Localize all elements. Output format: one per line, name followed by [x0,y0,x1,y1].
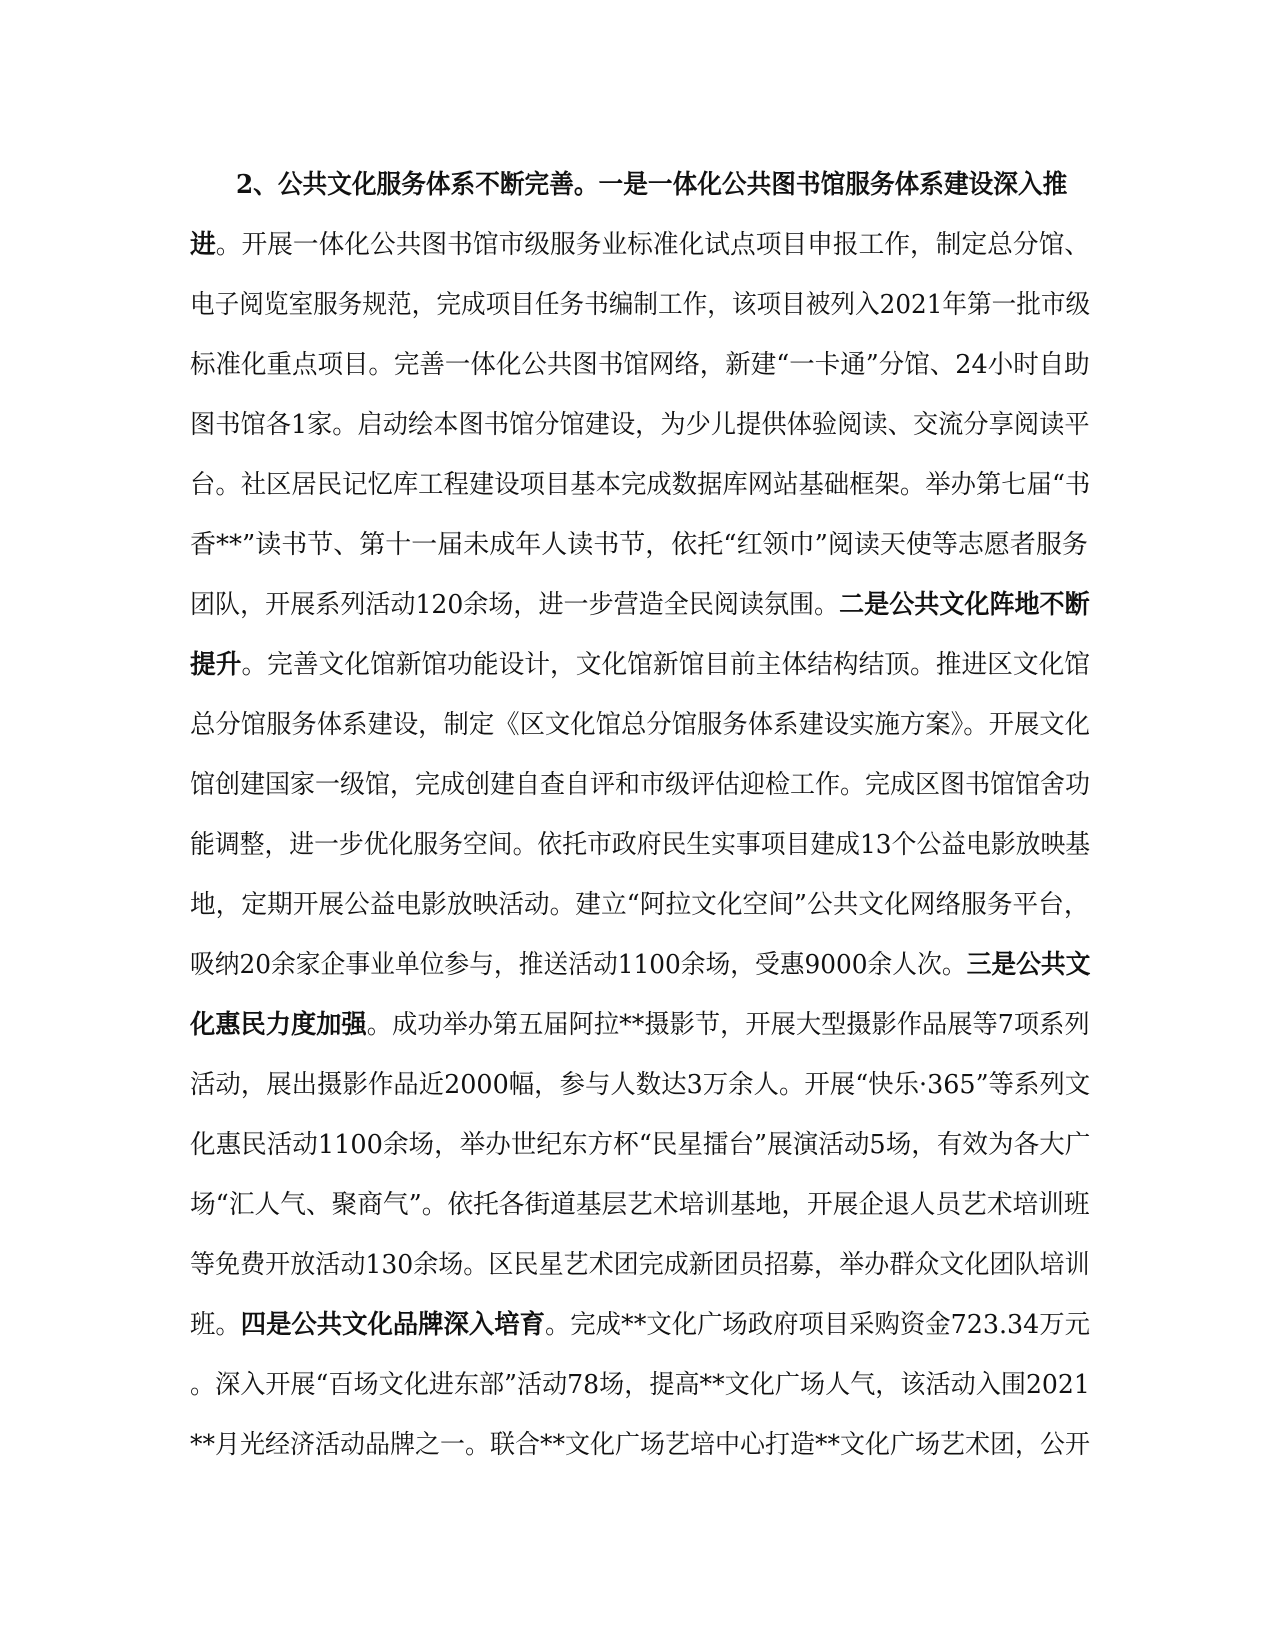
paragraph-line [190,407,1090,443]
body-text: 馆创建国家一级馆，完成创建自查自评和市级评估迎检工作。完成区图书馆馆舍功 [190,770,1091,800]
paragraph-line [236,167,1090,203]
body-text: 。完善文化馆新馆功能设计，文化馆新馆目前主体结构结顶。推进区文化馆 [241,650,1091,680]
paragraph-line [190,1247,1090,1283]
body-text: 化惠民活动1100余场，举办世纪东方杯“民星擂台”展演活动5场，有效为各大广 [190,1130,1091,1160]
paragraph-line [190,347,1090,383]
paragraph-line [190,467,1091,503]
paragraph-line [190,1187,1090,1223]
paragraph-line [190,587,1090,623]
paragraph-line [190,887,1090,923]
bold-heading: 四是公共文化品牌深入培育 [240,1310,545,1340]
paragraph-line [190,1307,1091,1343]
paragraph-line [190,647,1091,683]
body-text: 活动，展出摄影作品近2000幅，参与人数达3万余人。开展“快乐·365”等系列文 [190,1070,1091,1100]
paragraph-line [190,1067,1091,1103]
bold-heading: 化惠民力度加强 [190,1010,367,1040]
body-text: 等免费开放活动130余场。区民星艺术团完成新团员招募，举办群众文化团队培训 [190,1250,1090,1280]
body-text: 标准化重点项目。完善一体化公共图书馆网络，新建“一卡通”分馆、24小时自助 [190,350,1090,380]
bold-heading: 2、公共文化服务体系不断完善。一是一体化公共图书馆服务体系建设深入推 [236,170,1068,200]
paragraph-line [190,527,1090,563]
body-text: **月光经济活动品牌之一。联合**文化广场艺培中心打造**文化广场艺术团，公开 [190,1430,1091,1460]
paragraph-line [190,947,1091,983]
body-text: 。完成**文化广场政府项目采购资金723.34万元 [544,1310,1091,1340]
body-text: 班。 [190,1310,241,1340]
bold-heading: 提升 [190,650,242,680]
bold-heading: 二是公共文化阵地不断 [839,590,1090,620]
paragraph-line [190,707,1091,743]
paragraph-line [190,827,1091,863]
paragraph-line [190,1367,1090,1403]
body-text: 团队，开展系列活动120余场，进一步营造全民阅读氛围。 [190,590,840,620]
bold-heading: 进 [190,230,216,260]
paragraph-line [190,1427,1091,1463]
paragraph-line [190,1127,1091,1163]
body-text: 地，定期开展公益电影放映活动。建立“阿拉文化空间”公共文化网络服务平台， [190,890,1090,920]
body-text: 吸纳20余家企事业单位参与，推送活动1100余场，受惠9000余人次。 [190,950,967,980]
body-text: 。开展一体化公共图书馆市级服务业标准化试点项目申报工作，制定总分馆、 [215,230,1091,260]
paragraph-line [190,1007,1090,1043]
body-text: 图书馆各1家。启动绘本图书馆分馆建设，为少儿提供体验阅读、交流分享阅读平 [190,410,1090,440]
paragraph-line [190,287,1091,323]
body-text: 。深入开展“百场文化进东部”活动78场，提高**文化广场人气，该活动入围2021 [190,1370,1090,1400]
bold-heading: 三是公共文 [966,950,1091,980]
body-text: 能调整，进一步优化服务空间。依托市政府民生实事项目建成13个公益电影放映基 [190,830,1091,860]
paragraph-line [190,227,1091,263]
body-text: 。成功举办第五届阿拉**摄影节，开展大型摄影作品展等7项系列 [366,1010,1090,1040]
body-text: 香**”读书节、第十一届未成年人读书节，依托“红领巾”阅读天使等志愿者服务 [190,530,1088,560]
body-text: 台。社区居民记忆库工程建设项目基本完成数据库网站基础框架。举办第七届“书 [190,470,1091,500]
body-text: 总分馆服务体系建设，制定《区文化馆总分馆服务体系建设实施方案》。开展文化 [190,710,1091,740]
paragraph-line [190,767,1091,803]
body-text: 场“汇人气、聚商气”。依托各街道基层艺术培训基地，开展企退人员艺术培训班 [190,1190,1090,1220]
body-text: 电子阅览室服务规范，完成项目任务书编制工作，该项目被列入2021年第一批市级 [190,290,1091,320]
